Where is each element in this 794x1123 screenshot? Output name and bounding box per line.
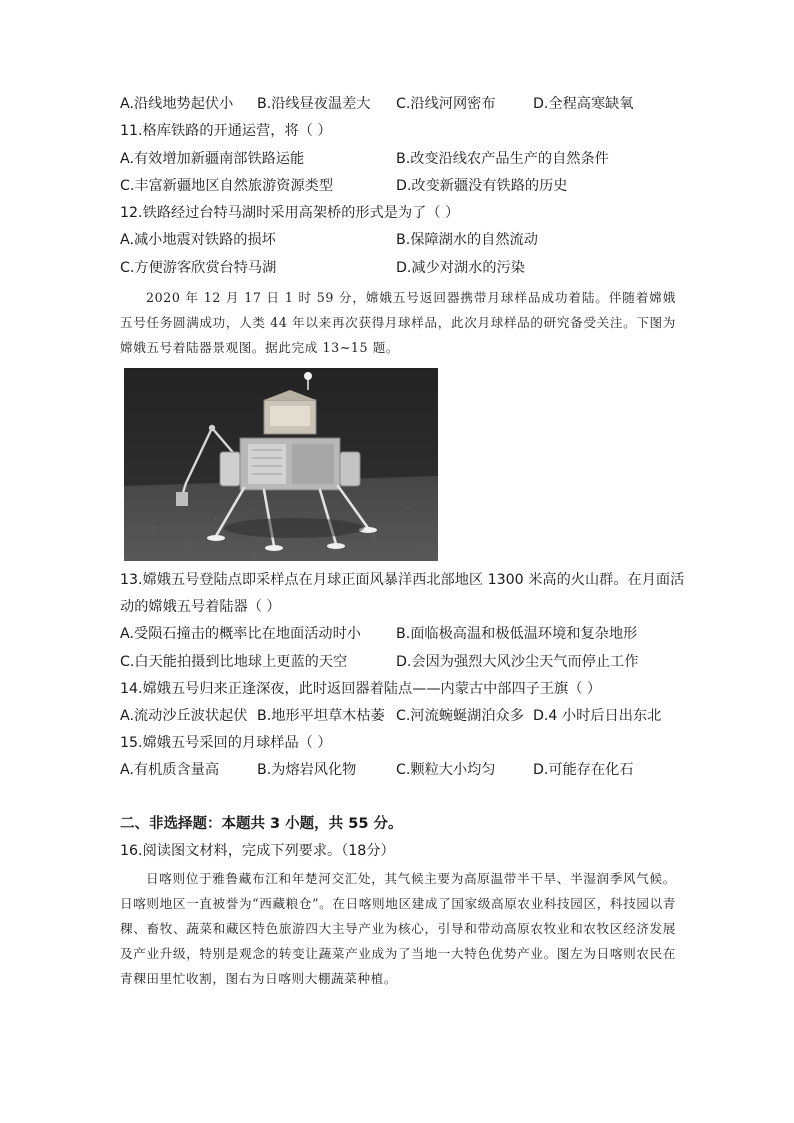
q12-option-c: C.方便游客欣赏台特马湖 (120, 260, 277, 276)
q10-option-b: B.沿线昼夜温差大 (257, 96, 371, 112)
q14-option-c: C.河流蜿蜒湖泊众多 (396, 708, 524, 724)
passage-16-text: 日喀则位于雅鲁藏布江和年楚河交汇处，其气候主要为高原温带半干旱、半湿润季风气候。日喀则地区一直被誉为“西藏粮仓”。在日喀则地区建成了国家级高原农业科技园区，科技园以青稞、畜牧、蔬菜和藏区特色旅游四大主导产业为核心，引导和带动高原农牧业和农牧区经济发展及产业升级，特别是观念的转变让蔬菜产业成为了当地一大特色优势产业。图左为日喀则农民在青稞田里忙收割，图右为日喀则大棚蔬菜种植。 (120, 871, 676, 986)
q13-stem-line2: 动的嫦娥五号着陆器（ ） (120, 599, 281, 615)
q11-stem: 11.格库铁路的开通运营，将（ ） (120, 123, 332, 139)
q12-option-b: B.保障湖水的自然流动 (396, 232, 538, 248)
q13-option-c: C.白天能拍摄到比地球上更蓝的天空 (120, 654, 348, 670)
q13-option-b: B.面临极高温和极低温环境和复杂地形 (396, 626, 638, 642)
passage-13-15 (120, 285, 676, 360)
q15-option-a: A.有机质含量高 (120, 762, 220, 778)
q15-option-c: C.颗粒大小均匀 (396, 762, 496, 778)
q12-stem: 12.铁路经过台特马湖时采用高架桥的形式是为了（ ） (120, 205, 460, 221)
q10-option-d: D.全程高寒缺氧 (533, 96, 634, 112)
q15-option-d: D.可能存在化石 (533, 762, 634, 778)
q13-stem-line1: 13.嫦娥五号登陆点即采样点在月球正面风暴洋西北部地区 1300 米高的火山群。在月面活 (120, 572, 685, 588)
q14-option-a: A.流动沙丘波状起伏 (120, 708, 248, 724)
q13-option-d: D.会因为强烈大风沙尘天气而停止工作 (396, 654, 639, 670)
q13-option-a: A.受陨石撞击的概率比在地面活动时小 (120, 626, 361, 642)
q11-option-d: D.改变新疆没有铁路的历史 (396, 178, 568, 194)
q12-option-a: A.减小地震对铁路的损坏 (120, 232, 276, 248)
q10-option-a: A.沿线地势起伏小 (120, 96, 234, 112)
q14-stem: 14.嫦娥五号归来正逢深夜，此时返回器着陆点——内蒙古中部四子王旗（ ） (120, 681, 602, 697)
q12-option-d: D.减少对湖水的污染 (396, 260, 525, 276)
lander-photo (124, 368, 438, 561)
section2-title: 二、非选择题：本题共 3 小题，共 55 分。 (120, 816, 403, 832)
q11-option-b: B.改变沿线农产品生产的自然条件 (396, 151, 609, 167)
q11-option-a: A.有效增加新疆南部铁路运能 (120, 151, 305, 167)
passage-16 (120, 866, 676, 991)
q10-option-c: C.沿线河网密布 (396, 96, 496, 112)
q15-stem: 15.嫦娥五号采回的月球样品（ ） (120, 735, 332, 751)
q11-option-c: C.丰富新疆地区自然旅游资源类型 (120, 178, 334, 194)
q16-stem: 16.阅读图文材料，完成下列要求。（18分） (120, 843, 395, 859)
q14-option-d: D.4 小时后日出东北 (533, 708, 662, 724)
passage-13-15-text: 2020 年 12 月 17 日 1 时 59 分，嫦娥五号返回器携带月球样品成功着陆。伴随着嫦娥五号任务圆满成功，人类 44 年以来再次获得月球样品，此次月球样品的研究备受关注。下图为嫦娥五号着陆器景观图。据此完成 13~15 题。 (120, 290, 676, 355)
q14-option-b: B.地形平坦草木枯萎 (257, 708, 385, 724)
q15-option-b: B.为熔岩风化物 (257, 762, 357, 778)
